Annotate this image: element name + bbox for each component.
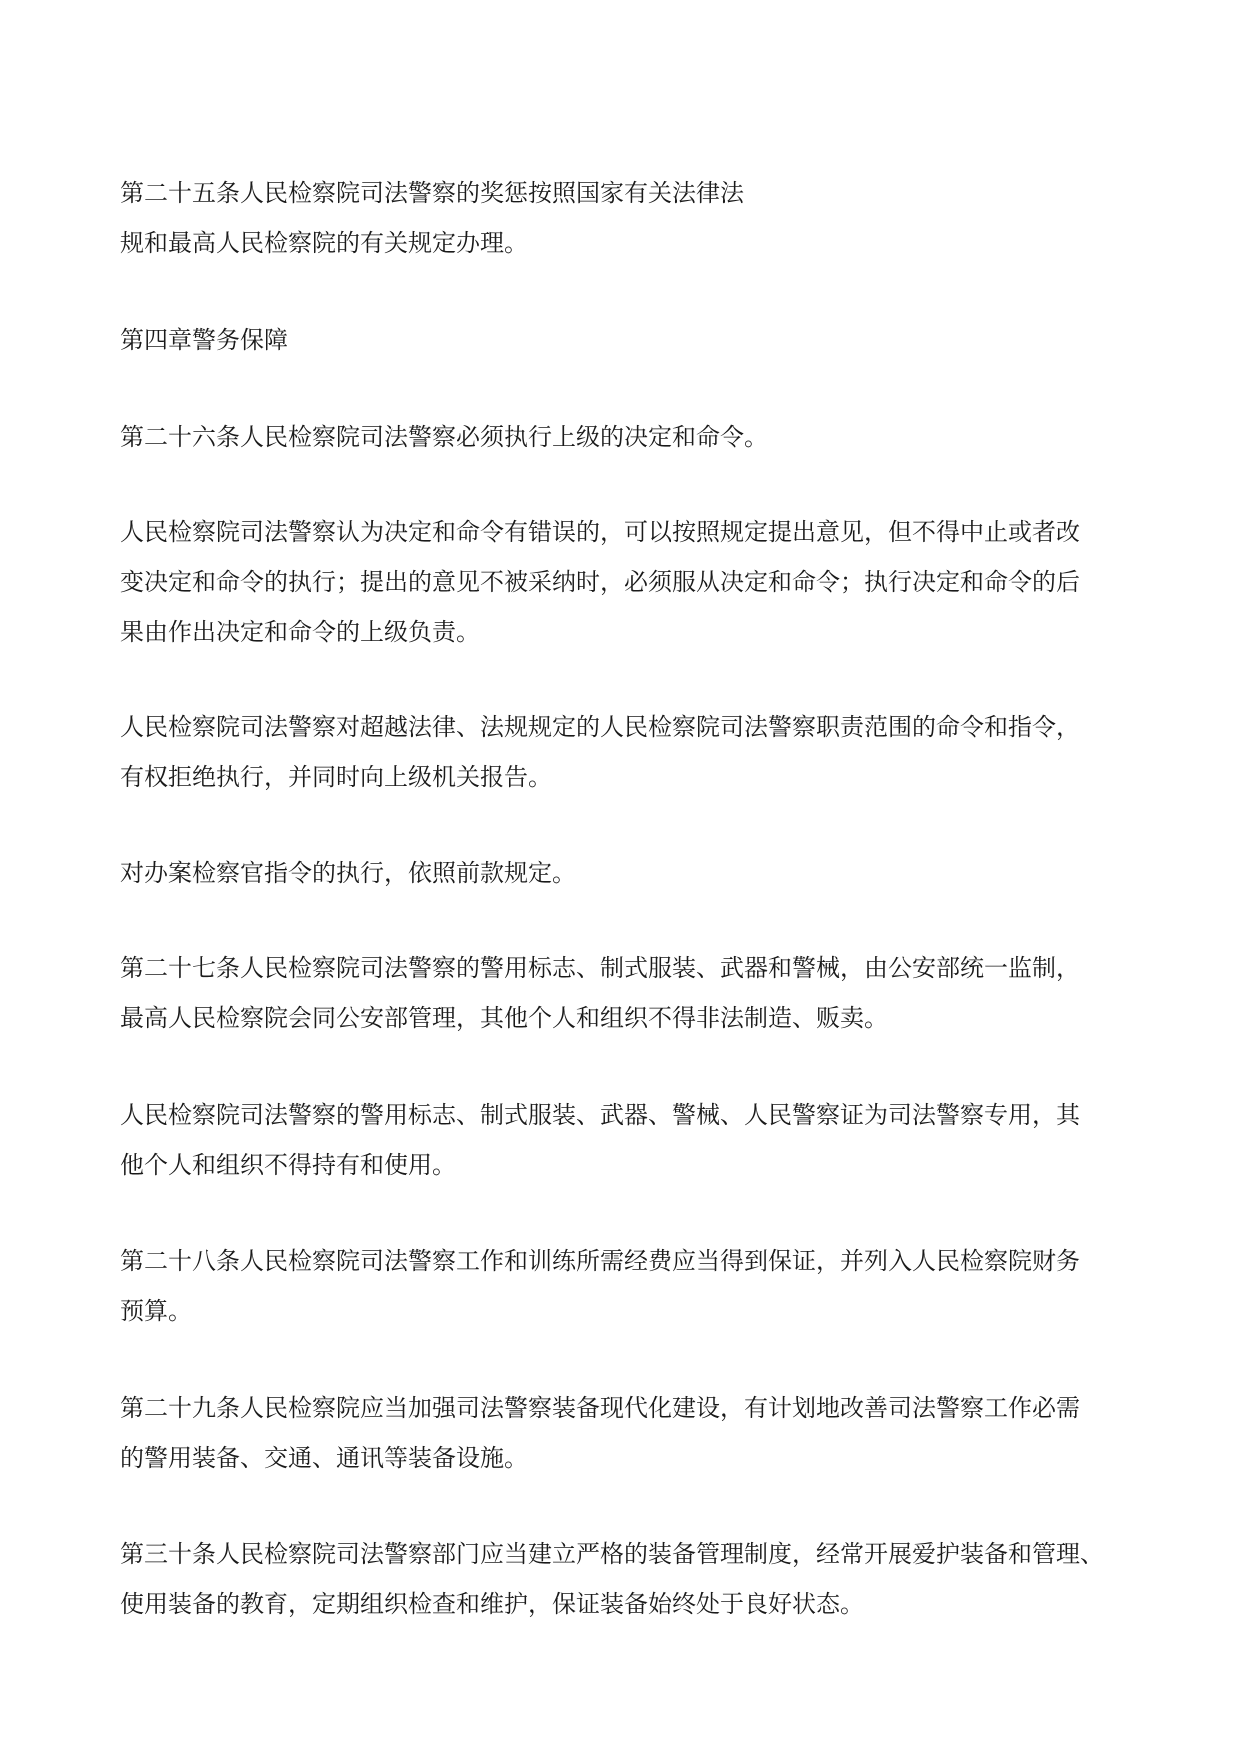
text-line: 第二十五条人民检察院司法警察的奖惩按照国家有关法律法 — [120, 179, 744, 207]
paragraph-article-26-clause-3 — [120, 702, 1130, 802]
text-line: 第二十八条人民检察院司法警察工作和训练所需经费应当得到保证，并列入人民检察院财务 — [120, 1247, 1080, 1275]
text-line: 人民检察院司法警察认为决定和命令有错误的，可以按照规定提出意见，但不得中止或者改 — [120, 518, 1080, 546]
text-line: 第四章警务保障 — [120, 326, 288, 354]
paragraph-article-30 — [120, 1529, 1130, 1629]
text-line: 变决定和命令的执行；提出的意见不被采纳时，必须服从决定和命令；执行决定和命令的后 — [120, 568, 1080, 596]
text-line: 第二十九条人民检察院应当加强司法警察装备现代化建设，有计划地改善司法警察工作必需 — [120, 1394, 1080, 1422]
paragraph-article-27-clause-2 — [120, 1090, 1130, 1190]
text-line: 预算。 — [120, 1297, 192, 1325]
paragraph-article-26 — [120, 412, 1130, 462]
text-line: 对办案检察官指令的执行，依照前款规定。 — [120, 859, 576, 887]
paragraph-article-26-clause-4 — [120, 848, 1130, 898]
chapter-heading — [120, 315, 1130, 365]
text-line: 使用装备的教育，定期组织检查和维护，保证装备始终处于良好状态。 — [120, 1590, 864, 1618]
text-line: 第二十七条人民检察院司法警察的警用标志、制式服装、武器和警械，由公安部统一监制， — [120, 954, 1080, 982]
text-line: 规和最高人民检察院的有关规定办理。 — [120, 229, 528, 257]
text-line: 第二十六条人民检察院司法警察必须执行上级的决定和命令。 — [120, 423, 768, 451]
text-line: 人民检察院司法警察的警用标志、制式服装、武器、警械、人民警察证为司法警察专用，其 — [120, 1101, 1080, 1129]
paragraph-article-27 — [120, 943, 1130, 1043]
text-line: 最高人民检察院会同公安部管理，其他个人和组织不得非法制造、贩卖。 — [120, 1004, 888, 1032]
paragraph-article-28 — [120, 1236, 1130, 1336]
paragraph-article-25 — [120, 168, 1130, 268]
text-line: 有权拒绝执行，并同时向上级机关报告。 — [120, 763, 552, 791]
paragraph-article-26-clause-2 — [120, 507, 1130, 657]
text-line: 果由作出决定和命令的上级负责。 — [120, 618, 480, 646]
text-line: 他个人和组织不得持有和使用。 — [120, 1151, 456, 1179]
text-line: 人民检察院司法警察对超越法律、法规规定的人民检察院司法警察职责范围的命令和指令， — [120, 713, 1080, 741]
text-line: 第三十条人民检察院司法警察部门应当建立严格的装备管理制度，经常开展爱护装备和管理、 — [120, 1540, 1104, 1568]
text-line: 的警用装备、交通、通讯等装备设施。 — [120, 1444, 528, 1472]
paragraph-article-29 — [120, 1383, 1130, 1483]
